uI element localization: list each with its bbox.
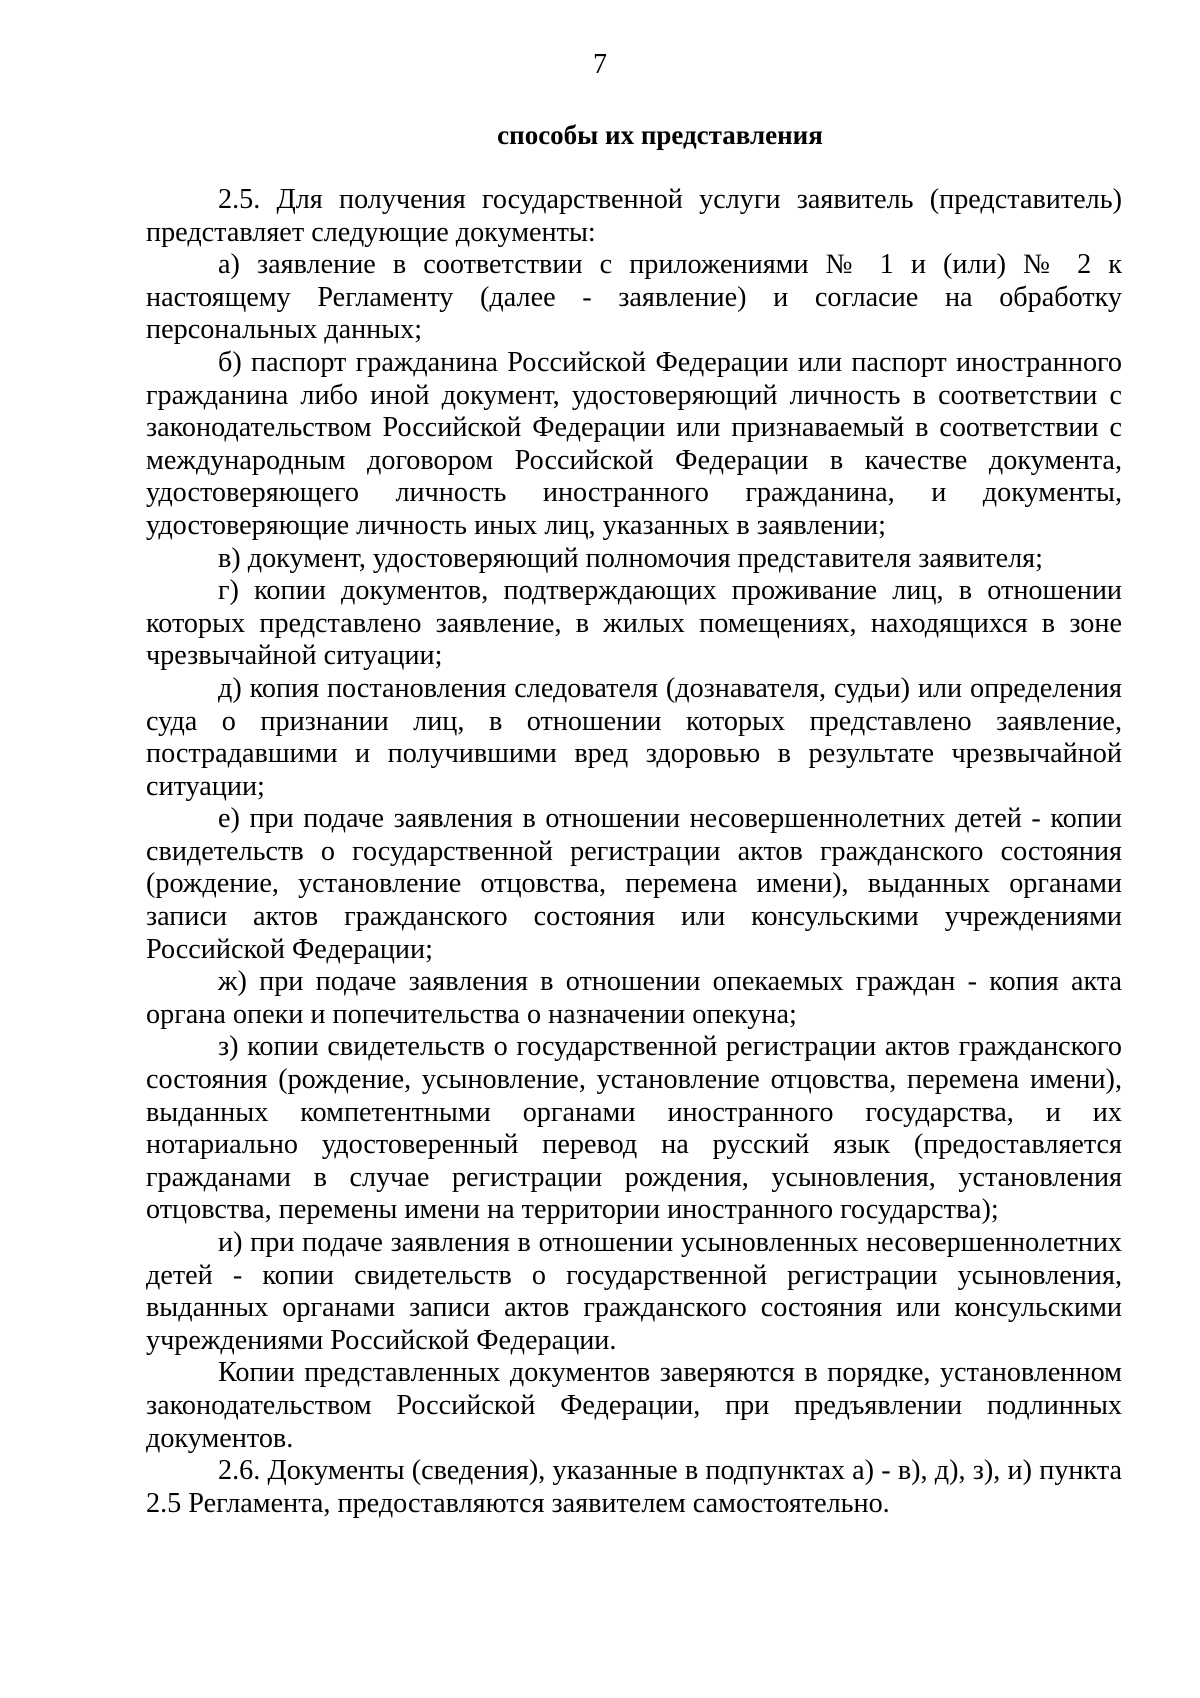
list-item-zh: ж) при подаче заявления в отношении опекаемых граждан - копия акта органа опеки и попечительства о назначении опекуна; (146, 966, 1122, 1030)
list-item-b: б) паспорт гражданина Российской Федерации или паспорт иностранного гражданина либо иной документ, удостоверяющий личность в соответствии с законодательством Российской Федерации или признаваемый в соответствии с международным договором Российской Федерации в качестве документа, удостоверяющего личность иностранного гражданина, и документы, удостоверяющие личность иных лиц, указанных в заявлении; (146, 346, 1122, 541)
paragraph-copies-certification: Копии представленных документов заверяются в порядке, установленном законодательством Российской Федерации, при предъявлении подлинных документов. (146, 1357, 1122, 1454)
list-item-g: г) копии документов, подтверждающих проживание лиц, в отношении которых представлено заявление, в жилых помещениях, находящихся в зоне чрезвычайной ситуации; (146, 575, 1122, 672)
paragraph-2-5-intro: 2.5. Для получения государственной услуги заявитель (представитель) представляет следующие документы: (146, 184, 1122, 248)
list-item-v: в) документ, удостоверяющий полномочия представителя заявителя; (218, 542, 1043, 574)
list-item-d: д) копия постановления следователя (дознавателя, судьи) или определения суда о признании лиц, в отношении которых представлено заявление, пострадавшими и получившими вред здоровью в результате чрезвычайной ситуации; (146, 672, 1122, 802)
paragraph-2-6: 2.6. Документы (сведения), указанные в подпунктах а) - в), д), з), и) пункта 2.5 Регламента, предоставляются заявителем самостоятельно. (146, 1455, 1122, 1519)
list-item-i: и) при подаче заявления в отношении усыновленных несовершеннолетних детей - копии свидетельств о государственной регистрации усыновления, выданных органами записи актов гражданского состояния или консульскими учреждениями Российской Федерации. (146, 1227, 1122, 1356)
list-item-a: а) заявление в соответствии с приложениями № 1 и (или) № 2 к настоящему Регламенту (далее - заявление) и согласие на обработку персональных данных; (146, 249, 1122, 346)
page-number: 7 (593, 49, 607, 80)
document-body (146, 184, 1122, 1520)
section-heading: способы их представления (497, 120, 823, 150)
list-item-z: з) копии свидетельств о государственной регистрации актов гражданского состояния (рождение, усыновление, установление отцовства, перемена имени), выданных компетентными органами иностранного государства, и их нотариально удостоверенный перевод на русский язык (предоставляется гражданами в случае регистрации рождения, усыновления, установления отцовства, перемены имени на территории иностранного государства); (146, 1031, 1122, 1226)
list-item-e: е) при подаче заявления в отношении несовершеннолетних детей - копии свидетельств о государственной регистрации актов гражданского состояния (рождение, установление отцовства, перемена имени), выданных органами записи актов гражданского состояния или консульскими учреждениями Российской Федерации; (146, 803, 1122, 965)
